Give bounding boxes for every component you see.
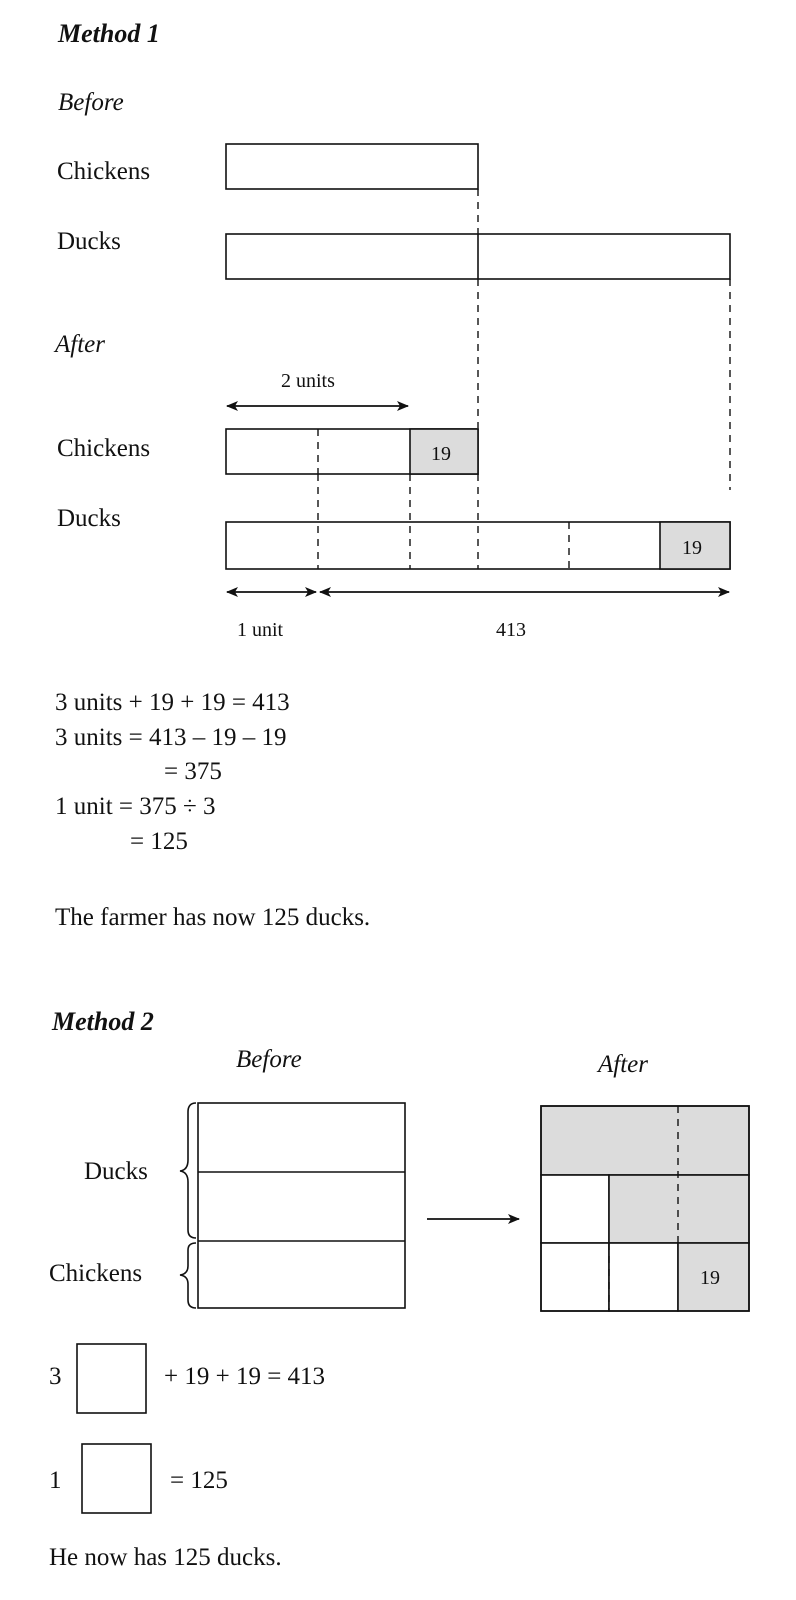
after-top-shaded-row <box>541 1106 749 1175</box>
total-413-label: 413 <box>496 619 526 641</box>
before-ducks-label: Ducks <box>57 228 121 255</box>
working-line-1: 3 units + 19 + 19 = 413 <box>55 689 290 716</box>
method2-ducks-label: Ducks <box>84 1158 148 1185</box>
ducks-brace <box>180 1103 196 1238</box>
method2-chickens-label: Chickens <box>49 1260 143 1287</box>
after-ducks-label: Ducks <box>57 505 121 532</box>
after-mid-shaded-cells <box>609 1175 749 1243</box>
one-unit-label: 1 unit <box>237 619 284 641</box>
eq2-expression: = 125 <box>170 1467 228 1494</box>
after-cell <box>609 1243 678 1311</box>
ducks-extra-19-value: 19 <box>682 537 702 559</box>
before-chickens-bar <box>226 144 478 189</box>
eq2-coefficient: 1 <box>49 1467 62 1494</box>
after-19-value: 19 <box>700 1267 720 1289</box>
method2-before-label: Before <box>236 1046 302 1073</box>
method1-after-label: After <box>55 331 105 358</box>
working-line-5: = 125 <box>130 828 188 855</box>
eq2-unit-box <box>82 1444 151 1513</box>
after-cell <box>541 1175 609 1243</box>
chickens-brace <box>180 1243 196 1308</box>
method2-title: Method 2 <box>52 1007 154 1036</box>
eq1-coefficient: 3 <box>49 1363 62 1390</box>
before-chickens-label: Chickens <box>57 158 151 185</box>
eq1-unit-box <box>77 1344 146 1413</box>
method2-answer: He now has 125 ducks. <box>49 1544 282 1571</box>
method1-before-label: Before <box>58 89 124 116</box>
chickens-extra-19-value: 19 <box>431 443 451 465</box>
two-units-label: 2 units <box>281 370 335 392</box>
method1-answer: The farmer has now 125 ducks. <box>55 904 371 931</box>
method2-after-label: After <box>598 1051 648 1078</box>
working-line-3: = 375 <box>164 758 222 785</box>
after-chickens-label: Chickens <box>57 435 151 462</box>
working-line-2: 3 units = 413 – 19 – 19 <box>55 724 287 751</box>
working-line-4: 1 unit = 375 ÷ 3 <box>55 793 216 820</box>
method1-title: Method 1 <box>58 19 160 48</box>
eq1-expression: + 19 + 19 = 413 <box>164 1363 326 1390</box>
method2-before-grid <box>198 1103 405 1308</box>
after-cell <box>541 1243 609 1311</box>
